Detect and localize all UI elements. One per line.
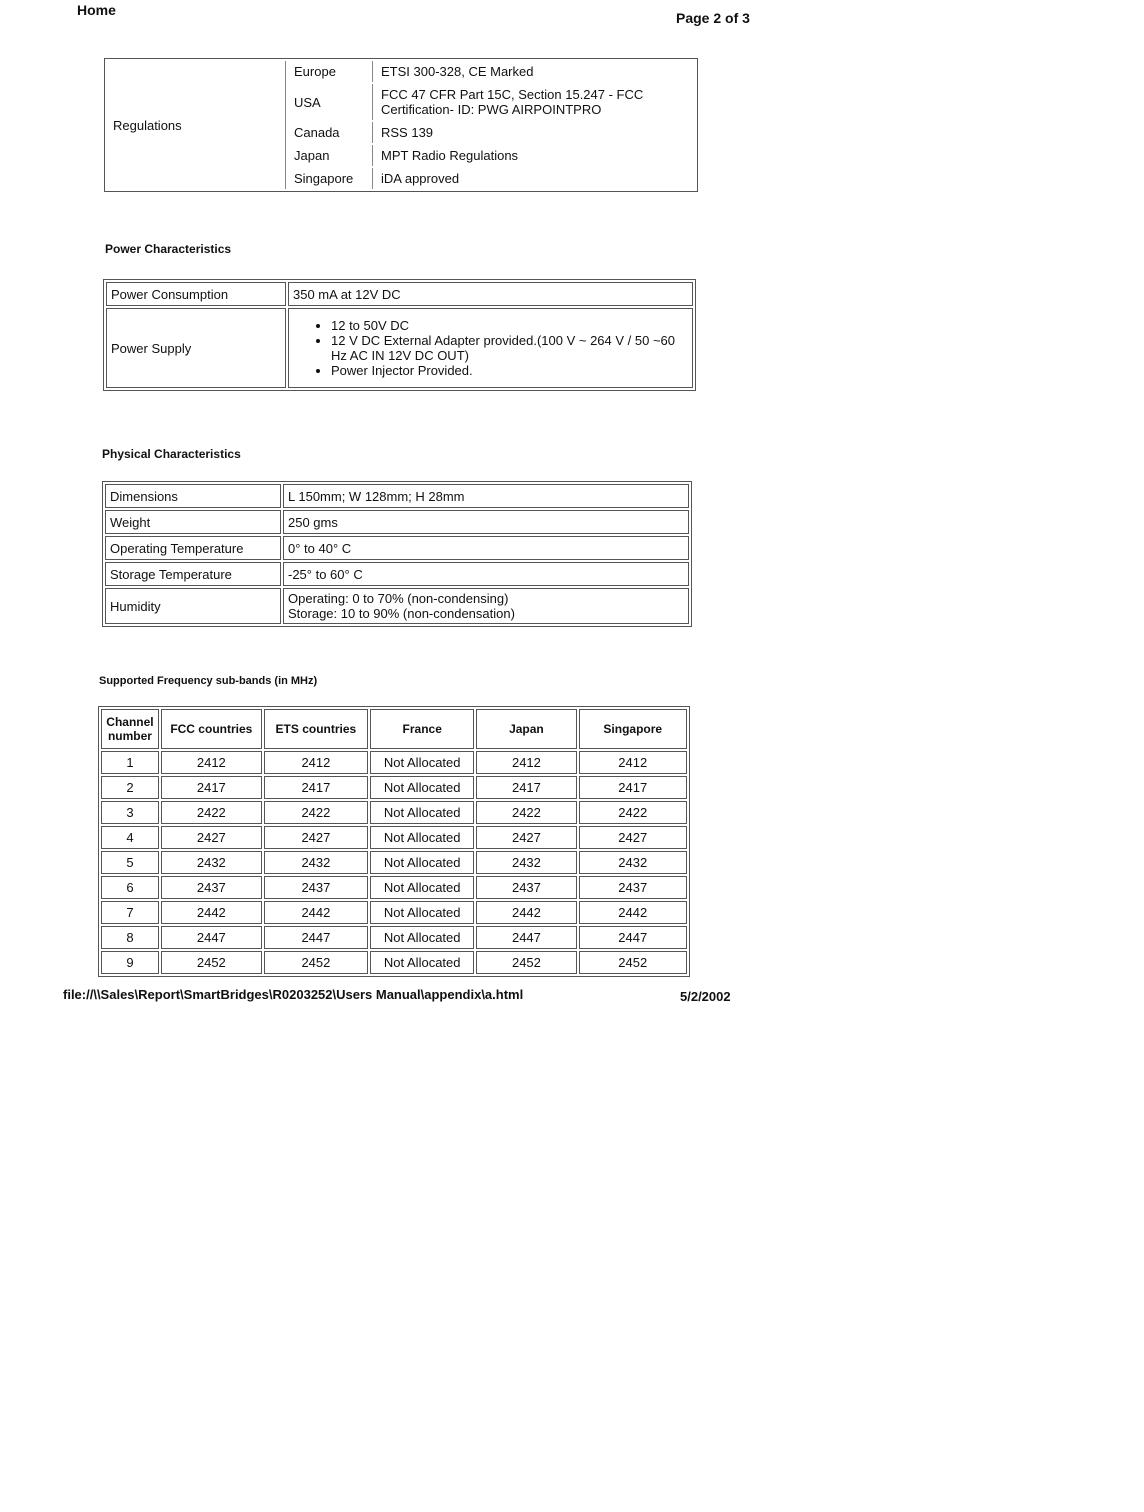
power-supply-value xyxy=(288,308,693,388)
table-row xyxy=(101,951,687,974)
physical-value-text: Operating: 0 to 70% (non-condensing) xyxy=(288,591,509,606)
column-header: Japan xyxy=(476,709,576,749)
physical-value-text: -25° to 60° C xyxy=(288,566,363,582)
physical-value-text: L 150mm; W 128mm; H 28mm xyxy=(288,488,465,504)
table-cell: 2437 xyxy=(161,876,262,899)
regulation-standard: RSS 139 xyxy=(381,125,434,140)
table-cell: 2452 xyxy=(579,951,687,974)
regulations-label: Regulations xyxy=(107,61,286,189)
table-cell: 4 xyxy=(101,826,159,849)
power-supply-list xyxy=(293,318,688,378)
physical-section-title: Physical Characteristics xyxy=(102,447,241,461)
column-header: ETS countries xyxy=(264,709,368,749)
table-cell: Not Allocated xyxy=(370,826,474,849)
table-cell: Not Allocated xyxy=(370,901,474,924)
table-cell: Not Allocated xyxy=(370,851,474,874)
table-row xyxy=(101,851,687,874)
table-row xyxy=(101,926,687,949)
table-cell: 2442 xyxy=(161,901,262,924)
table-cell: 2452 xyxy=(264,951,368,974)
regulation-country: Canada xyxy=(288,122,373,143)
physical-value xyxy=(283,536,689,560)
table-cell: 2432 xyxy=(579,851,687,874)
column-header: FCC countries xyxy=(161,709,262,749)
power-supply-label: Power Supply xyxy=(106,308,286,388)
table-cell: 2412 xyxy=(476,751,576,774)
table-cell: 2442 xyxy=(264,901,368,924)
list-item: • Power Injector Provided. xyxy=(331,363,688,378)
table-row xyxy=(101,776,687,799)
table-cell: 2 xyxy=(101,776,159,799)
column-header: Channel number xyxy=(101,709,159,749)
physical-value-text-2: Storage: 10 to 90% (non-condensation) xyxy=(288,606,515,621)
table-cell: 2447 xyxy=(264,926,368,949)
table-cell: 2412 xyxy=(579,751,687,774)
regulation-country: USA xyxy=(288,84,373,120)
physical-label: Operating Temperature xyxy=(105,536,281,560)
physical-label: Storage Temperature xyxy=(105,562,281,586)
table-cell: 2422 xyxy=(579,801,687,824)
table-row xyxy=(101,751,687,774)
table-cell: 2417 xyxy=(579,776,687,799)
table-cell: 2427 xyxy=(476,826,576,849)
table-cell: 2422 xyxy=(476,801,576,824)
table-cell: 2452 xyxy=(476,951,576,974)
table-row xyxy=(107,61,695,82)
regulation-standard: MPT Radio Regulations xyxy=(381,148,519,163)
table-header-row xyxy=(101,709,687,749)
frequency-section-title: Supported Frequency sub-bands (in MHz) xyxy=(99,675,318,687)
physical-value xyxy=(283,562,689,586)
table-cell: 2422 xyxy=(264,801,368,824)
physical-value xyxy=(283,510,689,534)
table-cell: 1 xyxy=(101,751,159,774)
footer-date: 5/2/2002 xyxy=(680,989,731,1004)
table-cell: 7 xyxy=(101,901,159,924)
table-cell: 2442 xyxy=(579,901,687,924)
power-consumption-label: Power Consumption xyxy=(106,282,286,306)
table-row xyxy=(101,901,687,924)
table-cell: 2447 xyxy=(161,926,262,949)
regulation-standard: FCC 47 CFR Part 15C, Section 15.247 - FCC Certification- ID: PWG AIRPOINTPRO xyxy=(381,87,644,117)
table-row xyxy=(106,282,693,306)
table-cell: 2422 xyxy=(161,801,262,824)
table-cell: 2427 xyxy=(579,826,687,849)
physical-label: Humidity xyxy=(105,588,281,624)
table-row xyxy=(105,588,689,624)
table-cell: 2432 xyxy=(161,851,262,874)
table-cell: 2417 xyxy=(476,776,576,799)
table-row xyxy=(101,826,687,849)
table-cell: 2437 xyxy=(579,876,687,899)
table-cell: 2427 xyxy=(264,826,368,849)
physical-label: Weight xyxy=(105,510,281,534)
physical-value-text: 250 gms xyxy=(288,514,338,530)
table-cell: Not Allocated xyxy=(370,751,474,774)
table-cell: 2447 xyxy=(476,926,576,949)
table-cell: 2437 xyxy=(264,876,368,899)
table-row xyxy=(105,562,689,586)
table-cell: 2432 xyxy=(476,851,576,874)
table-cell: 2452 xyxy=(161,951,262,974)
physical-table xyxy=(102,481,692,627)
list-item: • 12 V DC External Adapter provided.(100 V ~ 264 V / 50 ~60 Hz AC IN 12V DC OUT) xyxy=(331,333,688,363)
table-cell: 2442 xyxy=(476,901,576,924)
page-number: Page 2 of 3 xyxy=(676,10,750,26)
physical-value-text: 0° to 40° C xyxy=(288,540,352,556)
regulation-standard: iDA approved xyxy=(381,171,460,186)
table-cell: Not Allocated xyxy=(370,876,474,899)
table-cell: Not Allocated xyxy=(370,926,474,949)
regulation-country: Japan xyxy=(288,145,373,166)
table-row xyxy=(105,484,689,508)
table-cell: 6 xyxy=(101,876,159,899)
column-header: Singapore xyxy=(579,709,687,749)
power-consumption-value: 350 mA at 12V DC xyxy=(288,282,693,306)
table-cell: Not Allocated xyxy=(370,801,474,824)
regulation-standard: ETSI 300-328, CE Marked xyxy=(381,64,534,79)
table-cell: 2437 xyxy=(476,876,576,899)
table-cell: 2417 xyxy=(264,776,368,799)
table-cell: 2412 xyxy=(264,751,368,774)
table-row xyxy=(101,876,687,899)
table-cell: 5 xyxy=(101,851,159,874)
table-cell: 3 xyxy=(101,801,159,824)
table-cell: Not Allocated xyxy=(370,776,474,799)
frequency-table xyxy=(98,706,690,977)
table-cell: Not Allocated xyxy=(370,951,474,974)
table-cell: 2417 xyxy=(161,776,262,799)
table-row xyxy=(101,801,687,824)
regulation-country: Europe xyxy=(288,61,373,82)
physical-value xyxy=(283,588,689,624)
table-cell: 2432 xyxy=(264,851,368,874)
table-row xyxy=(106,308,693,388)
physical-label: Dimensions xyxy=(105,484,281,508)
table-cell: 9 xyxy=(101,951,159,974)
table-row xyxy=(105,510,689,534)
power-section-title: Power Characteristics xyxy=(105,242,232,256)
column-header: France xyxy=(370,709,474,749)
regulation-country: Singapore xyxy=(288,168,373,189)
table-cell: 2427 xyxy=(161,826,262,849)
power-table xyxy=(103,279,696,391)
table-cell: 2412 xyxy=(161,751,262,774)
list-item: • 12 to 50V DC xyxy=(331,318,688,333)
physical-value xyxy=(283,484,689,508)
header-home: Home xyxy=(77,2,116,18)
table-cell: 2447 xyxy=(579,926,687,949)
table-cell: 8 xyxy=(101,926,159,949)
footer-file-path: file://\\Sales\Report\SmartBridges\R0203252\Users Manual\appendix\a.html xyxy=(63,987,524,1002)
regulations-table xyxy=(104,58,698,192)
table-row xyxy=(105,536,689,560)
